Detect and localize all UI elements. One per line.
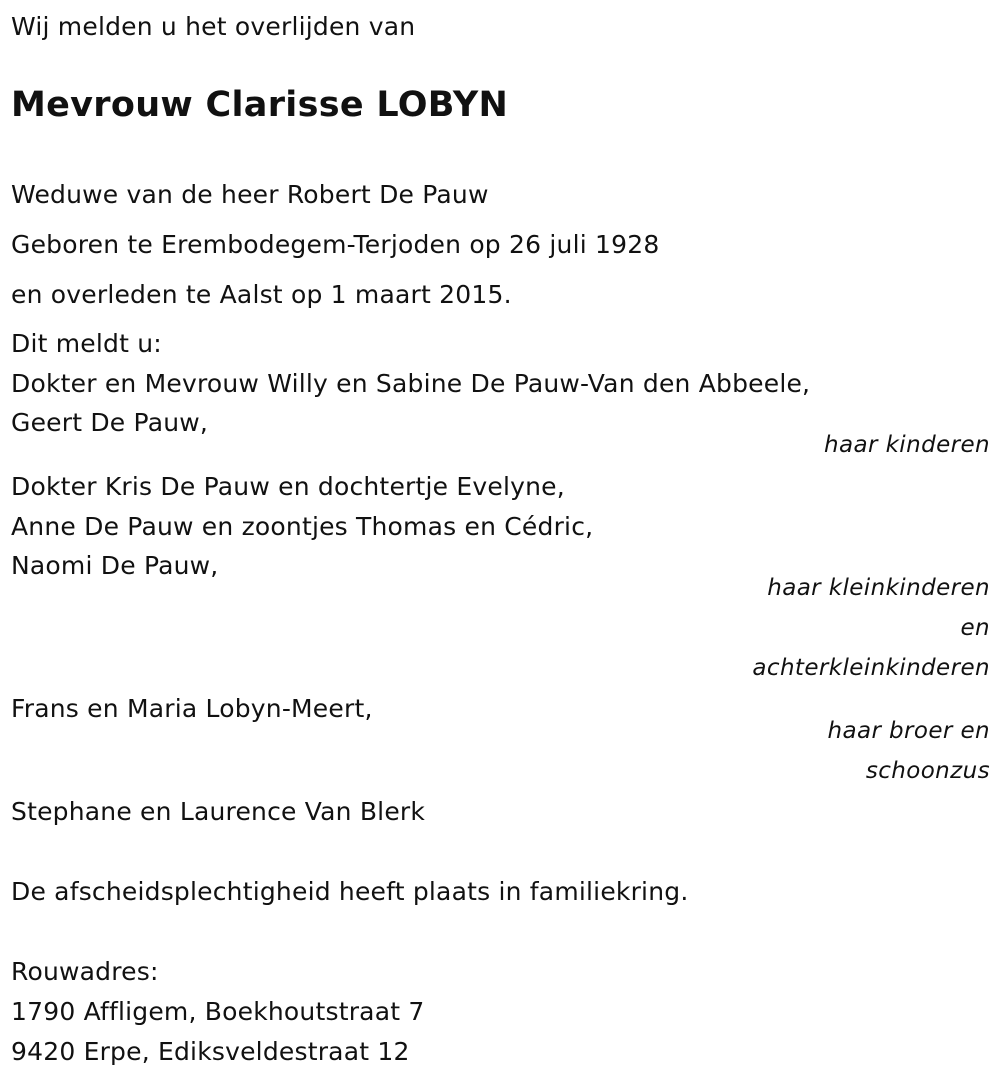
address-line: 1790 Affligem, Boekhoutstraat 7 xyxy=(11,997,425,1026)
sibling-name: Frans en Maria Lobyn-Meert, xyxy=(11,694,373,723)
address-label: Rouwadres: xyxy=(11,957,159,986)
grandchildren-role: haar kleinkinderen xyxy=(767,575,990,601)
child-name: Dokter en Mevrouw Willy en Sabine De Pauw-Van den Abbeele, xyxy=(11,369,811,398)
grandchild-name: Anne De Pauw en zoontjes Thomas en Cédric, xyxy=(11,512,594,541)
birth-text: Geboren te Erembodegem-Terjoden op 26 juli 1928 xyxy=(11,230,660,259)
children-role: haar kinderen xyxy=(824,432,990,458)
deceased-name: Mevrouw Clarisse LOBYN xyxy=(11,85,509,125)
grandchild-name: Naomi De Pauw, xyxy=(11,551,219,580)
grandchild-name: Dokter Kris De Pauw en dochtertje Evelyne, xyxy=(11,472,565,501)
siblings-role: haar broer en xyxy=(827,718,990,744)
child-name: Geert De Pauw, xyxy=(11,408,209,437)
announced-by-label: Dit meldt u: xyxy=(11,329,162,358)
death-text: en overleden te Aalst op 1 maart 2015. xyxy=(11,280,512,309)
intro-text: Wij melden u het overlijden van xyxy=(11,12,416,41)
siblings-role: schoonzus xyxy=(865,758,990,784)
widow-of-text: Weduwe van de heer Robert De Pauw xyxy=(11,180,489,209)
other-name: Stephane en Laurence Van Blerk xyxy=(11,797,426,826)
address-line: 9420 Erpe, Ediksveldestraat 12 xyxy=(11,1037,410,1066)
ceremony-text: De afscheidsplechtigheid heeft plaats in familiekring. xyxy=(11,877,689,906)
grandchildren-role: en xyxy=(960,615,990,641)
grandchildren-role: achterkleinkinderen xyxy=(752,655,990,681)
